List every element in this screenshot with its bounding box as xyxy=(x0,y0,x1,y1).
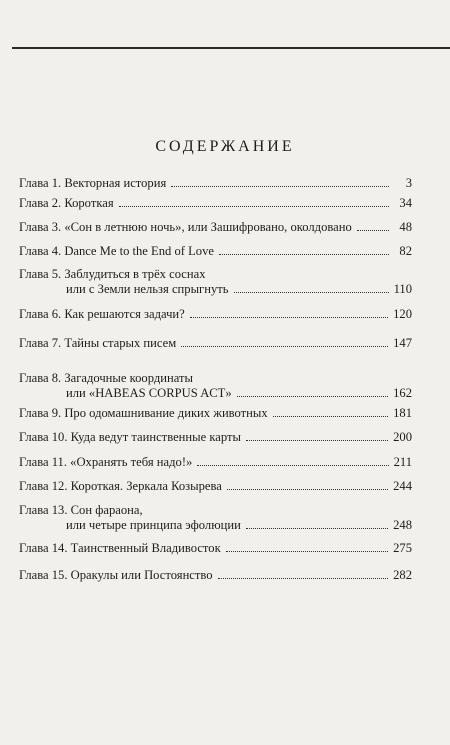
toc-entry xyxy=(19,503,412,533)
leader-dots xyxy=(190,316,388,318)
chapter-title: Глава 10. Куда ведут таинственные карты xyxy=(19,430,241,444)
leader-dots xyxy=(218,577,389,579)
chapter-subtitle: или четыре принципа эфолюции xyxy=(66,518,241,532)
toc-entry xyxy=(19,307,412,322)
toc-entry xyxy=(19,568,412,583)
chapter-title: Глава 7. Тайны старых писем xyxy=(19,336,177,350)
top-rule xyxy=(12,47,450,49)
leader-dots xyxy=(119,205,389,207)
toc-entry xyxy=(19,196,412,211)
leader-dots xyxy=(234,291,389,293)
chapter-title: Глава 8. Загадочные координаты xyxy=(19,371,193,385)
toc-entry xyxy=(19,455,412,470)
page-number: 48 xyxy=(399,220,412,234)
chapter-title: Глава 6. Как решаются задачи? xyxy=(19,307,185,321)
toc-entry xyxy=(19,430,412,445)
leader-dots xyxy=(181,345,388,347)
page-number: 244 xyxy=(393,479,412,493)
chapter-title: Глава 3. «Сон в летнюю ночь», или Зашифровано, околдовано xyxy=(19,220,352,234)
leader-dots xyxy=(227,488,388,490)
toc-entry xyxy=(19,176,412,191)
page-number: 181 xyxy=(393,406,412,420)
chapter-title: Глава 1. Векторная история xyxy=(19,176,167,190)
page-number: 120 xyxy=(393,307,412,321)
toc-entry xyxy=(19,541,412,556)
chapter-title: Глава 4. Dance Me to the End of Love xyxy=(19,244,214,258)
leader-dots xyxy=(197,464,388,466)
page-number: 34 xyxy=(399,196,412,210)
chapter-title: Глава 14. Таинственный Владивосток xyxy=(19,541,221,555)
chapter-title: Глава 11. «Охранять тебя надо!» xyxy=(19,455,193,469)
leader-dots xyxy=(357,229,389,231)
toc-entry xyxy=(19,479,412,494)
page-number: 162 xyxy=(393,386,412,400)
leader-dots xyxy=(226,550,388,552)
page-number: 110 xyxy=(393,282,412,296)
page-number: 282 xyxy=(393,568,412,582)
chapter-title: Глава 13. Сон фараона, xyxy=(19,503,143,517)
leader-dots xyxy=(171,185,389,187)
page-number: 275 xyxy=(393,541,412,555)
toc-entry xyxy=(19,267,412,297)
toc-entry xyxy=(19,336,412,351)
toc-entry xyxy=(19,244,412,259)
page-number: 211 xyxy=(393,455,412,469)
page-number: 82 xyxy=(399,244,412,258)
page-number: 248 xyxy=(393,518,412,532)
leader-dots xyxy=(246,439,388,441)
leader-dots xyxy=(219,253,389,255)
chapter-title: Глава 9. Про одомашнивание диких животных xyxy=(19,406,268,420)
leader-dots xyxy=(273,415,388,417)
page-number: 147 xyxy=(393,336,412,350)
chapter-title: Глава 15. Оракулы или Постоянство xyxy=(19,568,213,582)
toc-entry xyxy=(19,371,412,401)
toc-entry xyxy=(19,406,412,421)
page-number: 200 xyxy=(393,430,412,444)
toc-entry xyxy=(19,220,412,235)
chapter-subtitle: или с Земли нельзя спрыгнуть xyxy=(66,282,229,296)
chapter-subtitle: или «HABEAS CORPUS ACT» xyxy=(66,386,232,400)
chapter-title: Глава 12. Короткая. Зеркала Козырева xyxy=(19,479,222,493)
leader-dots xyxy=(237,395,388,397)
chapter-title: Глава 2. Короткая xyxy=(19,196,114,210)
toc-heading: СОДЕРЖАНИЕ xyxy=(155,138,295,155)
leader-dots xyxy=(246,527,388,529)
chapter-title: Глава 5. Заблудиться в трёх соснах xyxy=(19,267,206,281)
page-number: 3 xyxy=(405,176,412,190)
